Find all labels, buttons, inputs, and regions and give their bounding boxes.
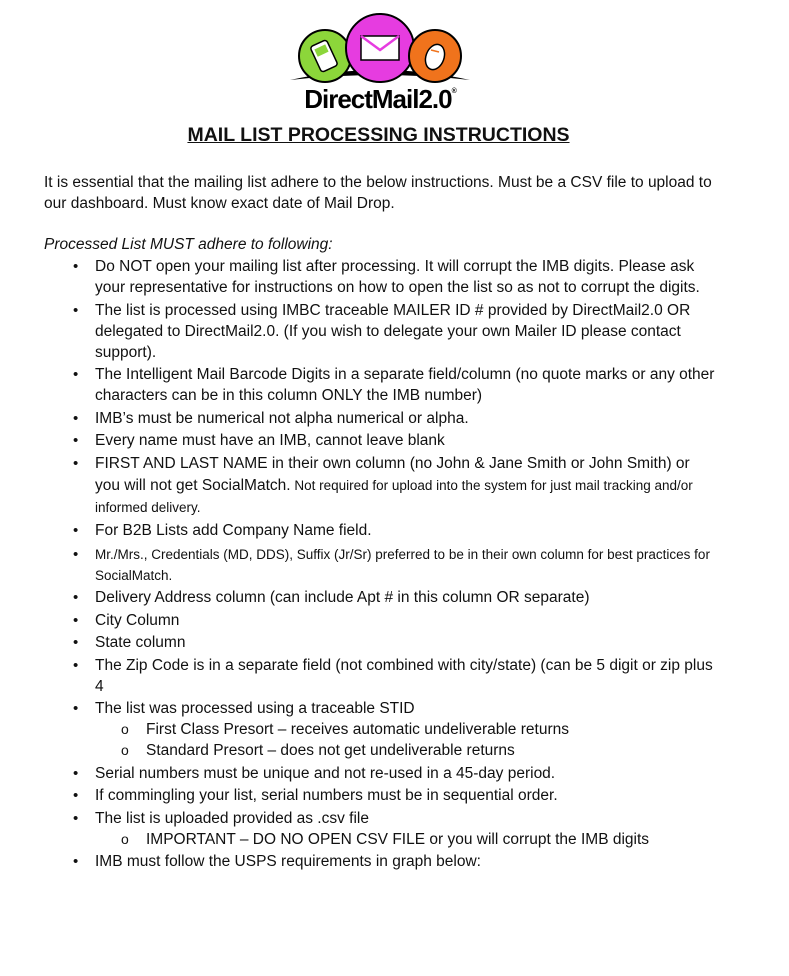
list-item: • IMB must follow the USPS requirements in graph below: <box>0 851 715 873</box>
sub-list <box>95 719 715 761</box>
intro-paragraph: It is essential that the mailing list adhere to the below instructions. Must be a CSV file to upload to our dashboard. Must know exact date of Mail Drop. <box>44 174 712 212</box>
circle-bullet-icon: o <box>121 742 129 758</box>
list-item: • Mr./Mrs., Credentials (MD, DDS), Suffix (Jr/Sr) preferred to be in their own column for best practices for SocialMatch. <box>73 545 710 583</box>
sub-list <box>95 829 715 850</box>
list-subheading: Processed List MUST adhere to following: <box>44 236 333 253</box>
list-item: • The Intelligent Mail Barcode Digits in a separate field/column (no quote marks or any other characters can be in this column ONLY the IMB number) <box>73 366 715 404</box>
list-item: • IMB’s must be numerical not alpha numerical or alpha. <box>73 409 469 427</box>
page-title: MAIL LIST PROCESSING INSTRUCTIONS <box>187 124 570 146</box>
list-item: • State column <box>73 634 186 651</box>
list-item: • The list is uploaded provided as .csv file o IMPORTANT – DO NO OPEN CSV FILE or you will corrupt the IMB digits <box>0 808 715 850</box>
bullet-icon: • <box>73 787 79 804</box>
bullet-icon: • <box>73 366 79 383</box>
bullet-icon: • <box>73 522 79 539</box>
bullet-icon: • <box>73 432 79 449</box>
bullet-icon: • <box>73 301 79 319</box>
sub-list-item: o Standard Presort – does not get undeliverable returns <box>121 742 515 759</box>
envelope-icon <box>361 36 399 60</box>
logo-wordmark: DirectMail2.0® <box>304 84 456 114</box>
circle-bullet-icon: o <box>121 721 129 737</box>
logo-graphic <box>285 12 475 92</box>
list-item: • Delivery Address column (can include Apt # in this column OR separate) <box>73 589 590 606</box>
list-item: • The list is processed using IMBC traceable MAILER ID # provided by DirectMail2.0 OR delegated to DirectMail2.0. (If you wish to delegate your own Mailer ID please contact support). <box>73 301 691 361</box>
bullet-icon: • <box>73 764 79 782</box>
list-item: • Every name must have an IMB, cannot leave blank <box>73 432 445 449</box>
bullet-icon: • <box>73 258 79 275</box>
bullet-icon: • <box>73 611 79 629</box>
list-item: • If commingling your list, serial numbers must be in sequential order. <box>73 787 558 804</box>
list-item: • For B2B Lists add Company Name field. <box>0 520 715 542</box>
bullet-icon: • <box>73 589 79 606</box>
bullet-icon: • <box>73 700 79 717</box>
bullet-icon: • <box>73 454 79 472</box>
bullet-icon: • <box>73 853 79 870</box>
list-item: • The Zip Code is in a separate field (not combined with city/state) (can be 5 digit or zip plus 4 <box>73 656 713 695</box>
bullet-icon: • <box>73 809 79 827</box>
list-item: • Do NOT open your mailing list after processing. It will corrupt the IMB digits. Please ask your representative for instructions on how to open the list so as not to corrupt the digits. <box>73 258 700 296</box>
bullet-icon: • <box>73 409 79 427</box>
bullet-icon: • <box>73 656 79 674</box>
circle-bullet-icon: o <box>121 830 129 847</box>
company-logo <box>285 12 475 112</box>
list-item: • City Column <box>73 611 180 629</box>
list-item: • Serial numbers must be unique and not re-used in a 45-day period. <box>73 764 556 782</box>
bullet-icon: • <box>73 634 79 651</box>
list-item: • The list was processed using a traceable STID o First Class Presort – receives automatic undeliverable returns o Standard Presort – does not get undeliverable returns <box>0 698 715 761</box>
sub-list-item: o IMPORTANT – DO NO OPEN CSV FILE or you will corrupt the IMB digits <box>121 830 650 848</box>
sub-list-item: o First Class Presort – receives automatic undeliverable returns <box>121 721 569 738</box>
instructions-list <box>0 256 789 875</box>
bullet-icon: • <box>73 545 79 563</box>
list-item: • FIRST AND LAST NAME in their own column (no John & Jane Smith or John Smith) or you will not get SocialMatch. Not required for upload into the system for just mail tracking and/or informed delivery. <box>73 454 693 515</box>
